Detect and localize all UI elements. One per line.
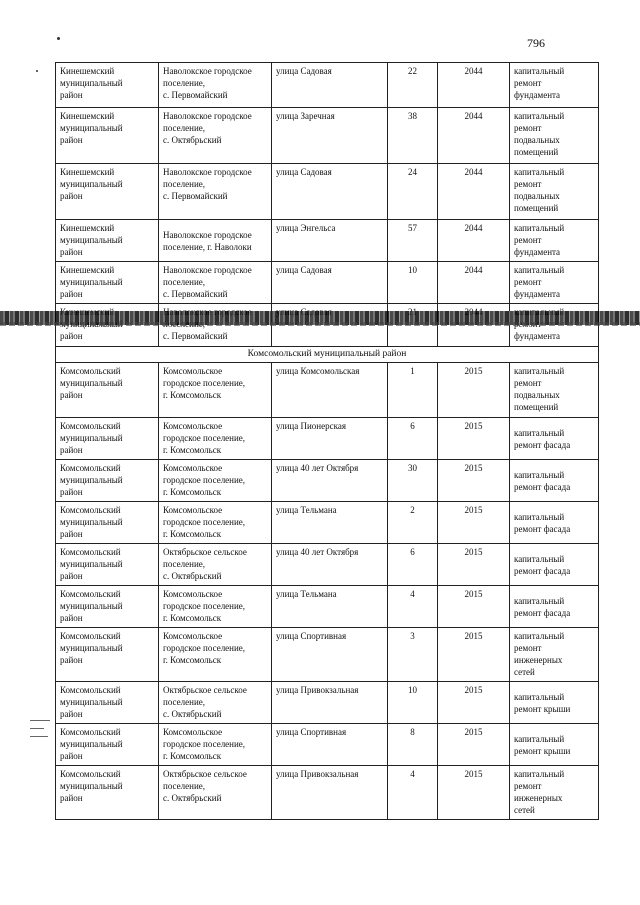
settlement-cell: Комсомольское городское поселение, г. Комсомольск (159, 628, 272, 682)
work-type-cell: капитальный ремонт фасада (510, 544, 599, 586)
house-number-cell: 6 (388, 418, 438, 460)
district-cell: Комсомольский муниципальный район (56, 586, 159, 628)
work-type-cell: капитальный ремонт фасада (510, 460, 599, 502)
table-row (56, 262, 599, 304)
settlement-cell: Комсомольское городское поселение, г. Комсомольск (159, 502, 272, 544)
margin-mark (30, 728, 44, 729)
settlement-cell: Наволокское городское поселение, с. Первомайский (159, 262, 272, 304)
street-cell: улица Пионерская (272, 418, 388, 460)
house-number-cell: 8 (388, 724, 438, 766)
district-cell: Кинешемский муниципальный район (56, 262, 159, 304)
street-cell: улица Комсомольская (272, 363, 388, 418)
page-number: 796 (527, 36, 545, 50)
table-row (56, 220, 599, 262)
settlement-cell: с. Первомайский (159, 304, 272, 347)
house-number-cell: 10 (388, 262, 438, 304)
district-cell: Комсомольский муниципальный район (56, 460, 159, 502)
table-row (56, 108, 599, 164)
district-cell: Комсомольский муниципальный район (56, 724, 159, 766)
settlement-cell: Комсомольское городское поселение, г. Комсомольск (159, 724, 272, 766)
street-cell: улица 40 лет Октября (272, 460, 388, 502)
year-cell: 2044 (438, 63, 510, 108)
district-cell: Кинешемский муниципальный район (56, 164, 159, 220)
table-row (56, 502, 599, 544)
work-type-cell: капитальный ремонт крыши (510, 682, 599, 724)
section-heading: Комсомольский муниципальный район (56, 347, 599, 363)
work-type-cell: капитальный ремонт фундамента (510, 262, 599, 304)
street-cell: улица Тельмана (272, 502, 388, 544)
year-cell: 2044 (438, 262, 510, 304)
work-type-cell: капитальный ремонт фасада (510, 502, 599, 544)
house-number-cell: 57 (388, 220, 438, 262)
year-cell: 2044 (438, 108, 510, 164)
district-cell: Комсомольский муниципальный район (56, 544, 159, 586)
year-cell: 2015 (438, 766, 510, 820)
settlement-cell: Комсомольское городское поселение, г. Комсомольск (159, 586, 272, 628)
work-type-cell: капитальный ремонт фундамента (510, 220, 599, 262)
table-row (56, 544, 599, 586)
settlement-cell: Октябрьское сельское поселение, с. Октябрьский (159, 544, 272, 586)
work-type-cell: фундамента (510, 304, 599, 347)
district-cell: район (56, 304, 159, 347)
house-number-cell: 22 (388, 63, 438, 108)
margin-mark (30, 736, 48, 737)
house-number-cell: 30 (388, 460, 438, 502)
house-number-cell: 38 (388, 108, 438, 164)
scan-artifact-line (0, 322, 640, 326)
year-cell: 2015 (438, 682, 510, 724)
settlement-cell: Комсомольское городское поселение, г. Комсомольск (159, 460, 272, 502)
margin-mark (30, 720, 50, 721)
table-row (56, 586, 599, 628)
table-row (56, 63, 599, 108)
house-number-cell: 4 (388, 586, 438, 628)
house-number-cell: 4 (388, 766, 438, 820)
district-cell: Комсомольский муниципальный район (56, 628, 159, 682)
district-cell: Комсомольский муниципальный район (56, 363, 159, 418)
work-type-cell: капитальный ремонт подвальных помещений (510, 164, 599, 220)
settlement-cell: Наволокское городское поселение, с. Первомайский (159, 164, 272, 220)
year-cell: 2015 (438, 724, 510, 766)
house-number-cell: 3 (388, 628, 438, 682)
work-type-cell: капитальный ремонт фундамента (510, 63, 599, 108)
table-row (56, 460, 599, 502)
data-table (55, 62, 599, 820)
table-row (56, 724, 599, 766)
settlement-cell: Наволокское городское поселение, с. Первомайский (159, 63, 272, 108)
district-cell: Комсомольский муниципальный район (56, 682, 159, 724)
year-cell: 2044 (438, 220, 510, 262)
settlement-cell: Комсомольское городское поселение, г. Комсомольск (159, 418, 272, 460)
work-type-cell: капитальный ремонт подвальных помещений (510, 363, 599, 418)
work-type-cell: капитальный ремонт фасада (510, 418, 599, 460)
year-cell: 2015 (438, 586, 510, 628)
year-cell: 2015 (438, 363, 510, 418)
street-cell: улица Спортивная (272, 628, 388, 682)
settlement-cell: Наволокское городское поселение, с. Октябрьский (159, 108, 272, 164)
section-heading-row (56, 347, 599, 363)
district-cell: Комсомольский муниципальный район (56, 502, 159, 544)
year-cell: 2015 (438, 544, 510, 586)
scan-dot (57, 37, 60, 40)
settlement-cell: Октябрьское сельское поселение, с. Октябрьский (159, 682, 272, 724)
table-row (56, 363, 599, 418)
street-cell: улица Тельмана (272, 586, 388, 628)
house-number-cell: 6 (388, 544, 438, 586)
work-type-cell: капитальный ремонт крыши (510, 724, 599, 766)
street-cell: улица Энгельса (272, 220, 388, 262)
street-cell: улица Садовая (272, 262, 388, 304)
work-type-cell: капитальный ремонт подвальных помещений (510, 108, 599, 164)
table-row (56, 628, 599, 682)
year-cell: 2015 (438, 628, 510, 682)
table-row (56, 164, 599, 220)
house-number-cell: 1 (388, 363, 438, 418)
district-cell: Комсомольский муниципальный район (56, 766, 159, 820)
street-cell: улица Привокзальная (272, 682, 388, 724)
year-cell: 2015 (438, 502, 510, 544)
street-cell: улица Садовая (272, 63, 388, 108)
street-cell: улица 40 лет Октября (272, 544, 388, 586)
work-type-cell: капитальный ремонт фасада (510, 586, 599, 628)
street-cell: улица Садовая (272, 164, 388, 220)
work-type-cell: капитальный ремонт инженерных сетей (510, 628, 599, 682)
year-cell: 2015 (438, 418, 510, 460)
settlement-cell: Октябрьское сельское поселение, с. Октябрьский (159, 766, 272, 820)
street-cell: улица Спортивная (272, 724, 388, 766)
scan-dot (36, 70, 38, 72)
year-cell: 2015 (438, 460, 510, 502)
district-cell: Кинешемский муниципальный район (56, 63, 159, 108)
district-cell: Комсомольский муниципальный район (56, 418, 159, 460)
table-row (56, 766, 599, 820)
settlement-cell: Наволокское городское поселение, г. Наволоки (159, 220, 272, 262)
district-cell: Кинешемский муниципальный район (56, 108, 159, 164)
table-row (56, 418, 599, 460)
street-cell: улица Привокзальная (272, 766, 388, 820)
house-number-cell: 24 (388, 164, 438, 220)
street-cell: улица Заречная (272, 108, 388, 164)
house-number-cell: 2 (388, 502, 438, 544)
district-cell: Кинешемский муниципальный район (56, 220, 159, 262)
year-cell: 2044 (438, 164, 510, 220)
table-row (56, 682, 599, 724)
settlement-cell: Комсомольское городское поселение, г. Комсомольск (159, 363, 272, 418)
house-number-cell: 10 (388, 682, 438, 724)
work-type-cell: капитальный ремонт инженерных сетей (510, 766, 599, 820)
